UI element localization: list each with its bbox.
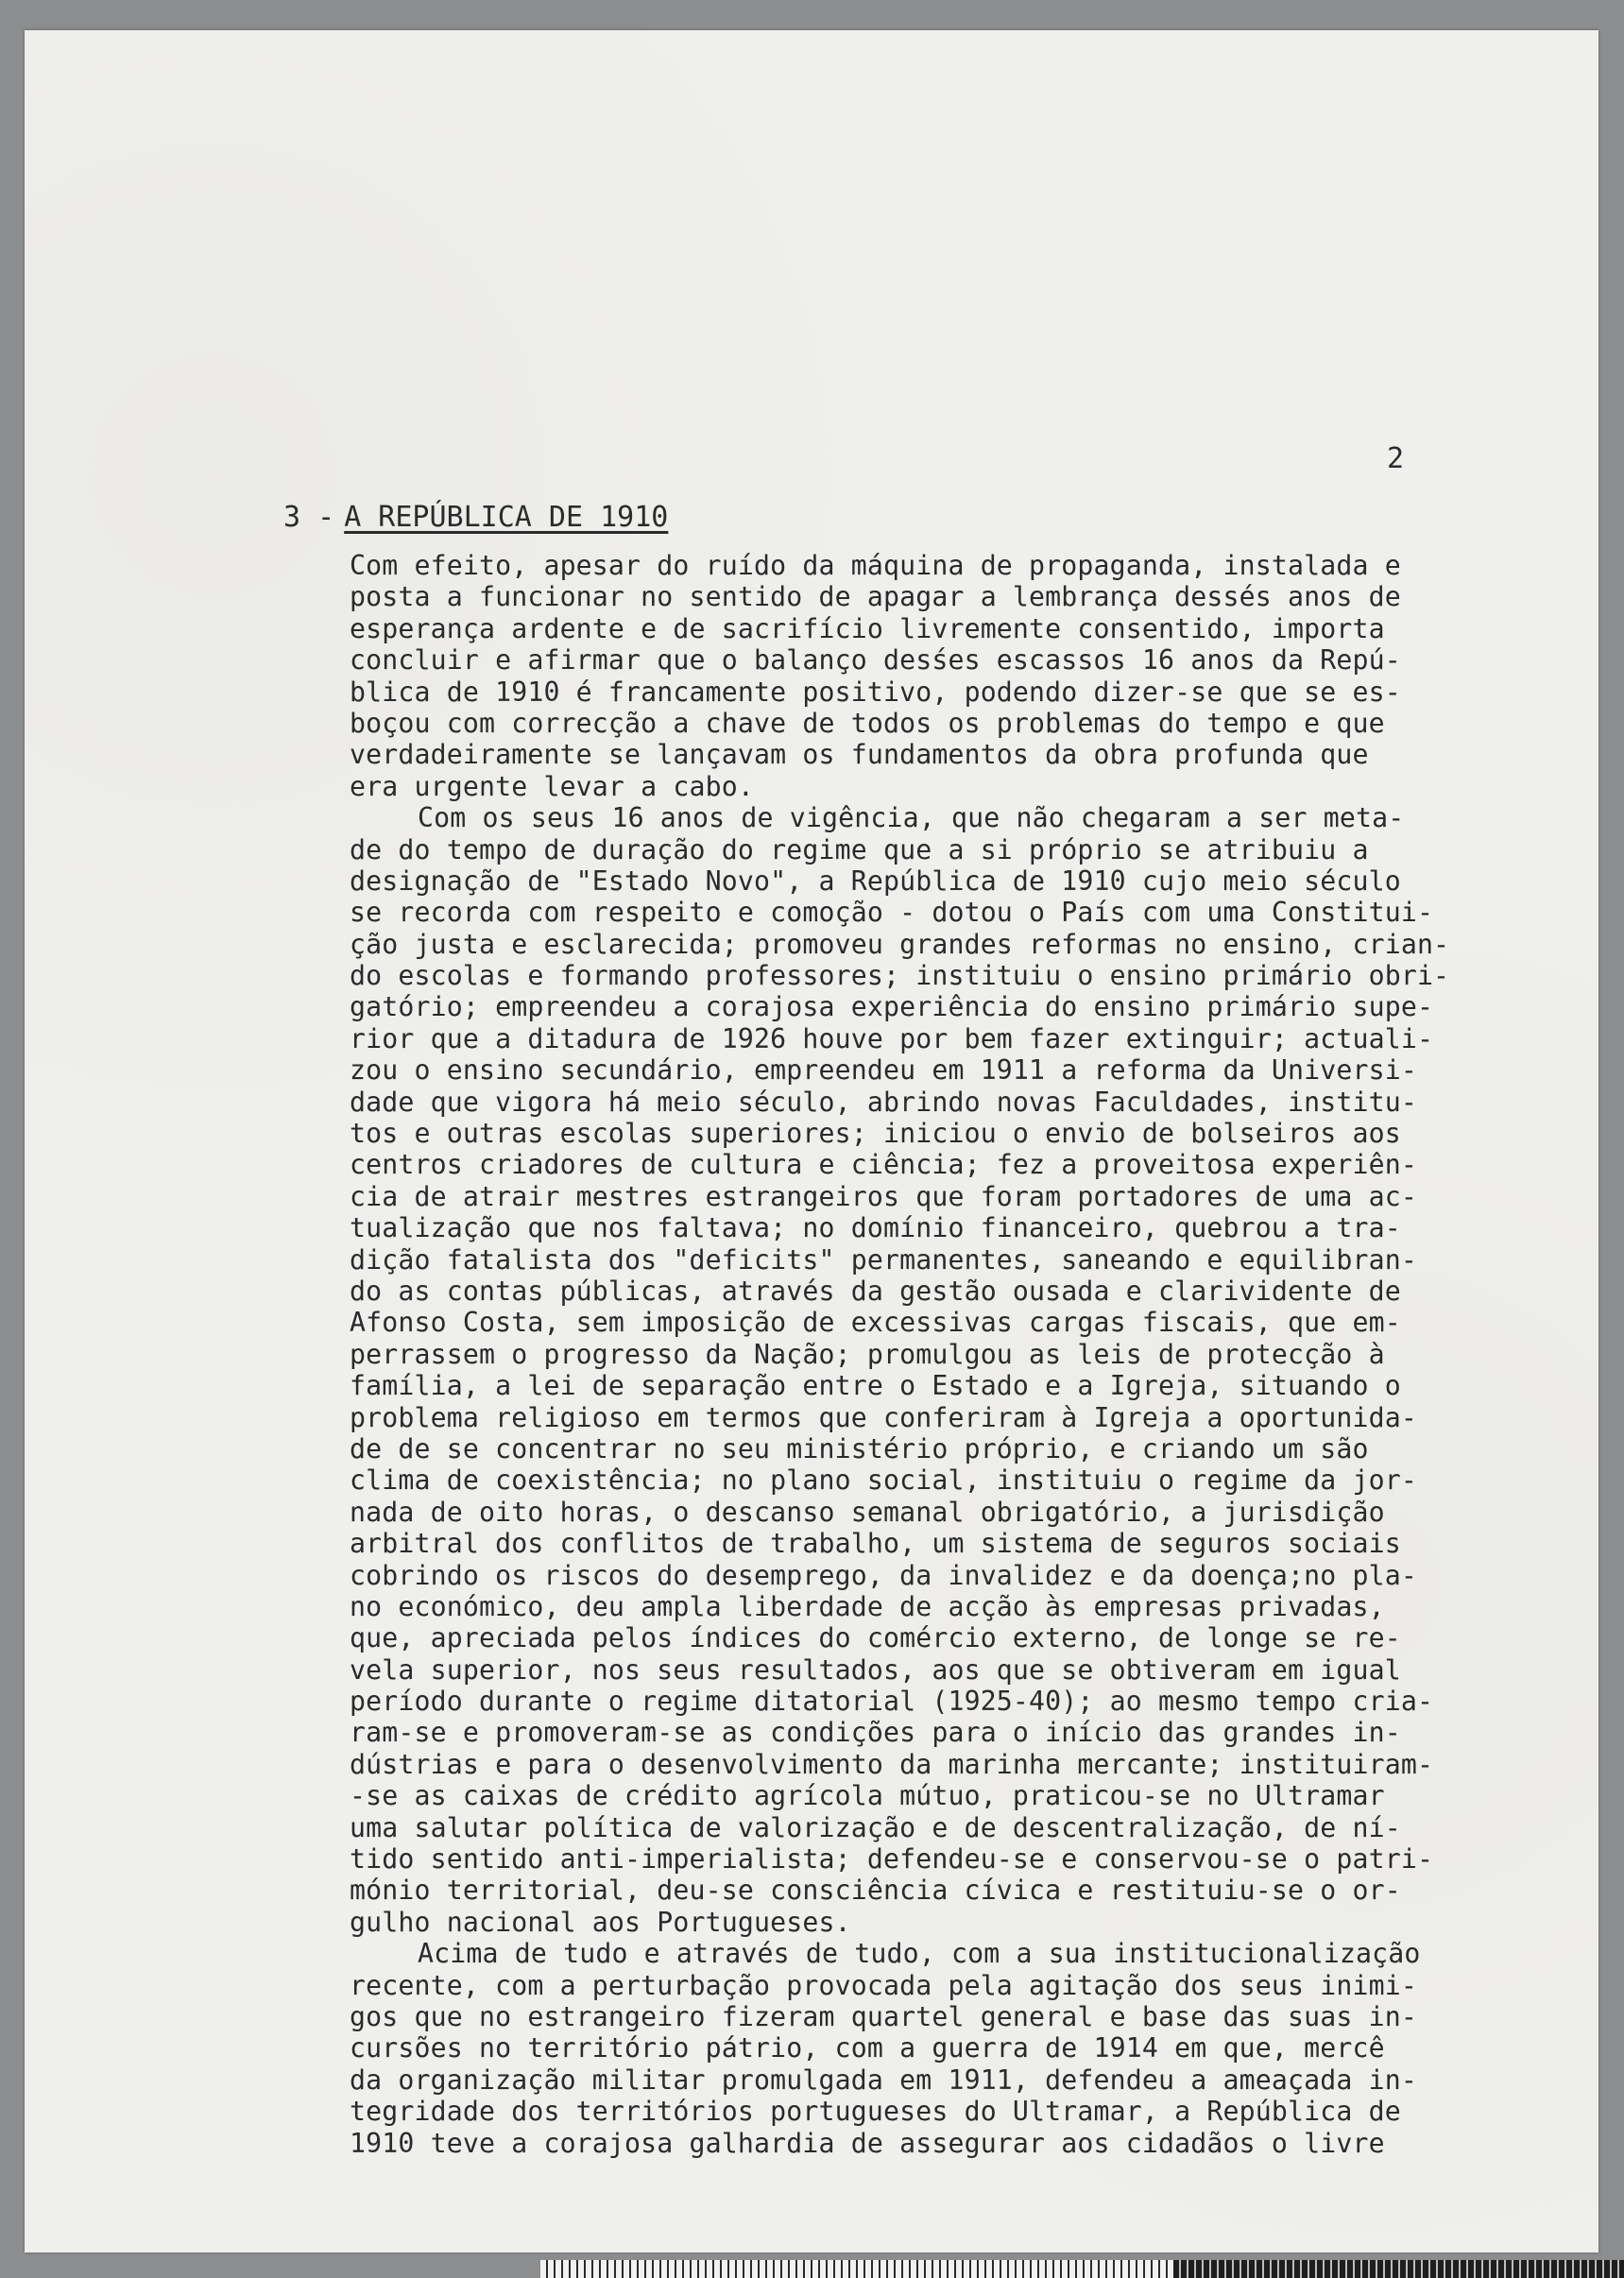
text-line: arbitral dos conflitos de trabalho, um sistema de seguros sociais [350,1528,1401,1560]
section-number: 3 - [283,501,335,534]
text-line: do as contas públicas, através da gestão ousada e clarividente de [350,1275,1401,1307]
text-line: nada de oito horas, o descanso semanal obrigatório, a jurisdição [350,1496,1385,1528]
body-text [350,550,1464,2159]
text-line: gos que no estrangeiro fizeram quartel general e base das suas in- [350,2000,1417,2032]
scale-ruler [540,2260,1624,2278]
text-line: mónio territorial, deu-se consciência cívica e restituiu-se o or- [350,1875,1401,1907]
text-line: dição fatalista dos "deficits" permanentes, saneando e equilibran- [350,1243,1417,1276]
text-line: vela superior, nos seus resultados, aos que se obtiveram em igual [350,1653,1401,1686]
text-line: rior que a ditadura de 1926 houve por bem fazer extinguir; actuali- [350,1022,1434,1054]
text-line: blica de 1910 é francamente positivo, podendo dizer-se que se es- [350,676,1401,708]
text-line: tegridade dos territórios portugueses do Ultramar, a República de [350,2096,1401,2128]
section-title: A REPÚBLICA DE 1910 [344,501,669,534]
section-heading [283,501,668,534]
page-number: 2 [1387,442,1405,475]
text-line: Com efeito, apesar do ruído da máquina de propaganda, instalada e [350,550,1401,581]
text-line: centros criadores de cultura e ciência; fez a proveitosa experiên- [350,1149,1417,1181]
text-line: perrassem o progresso da Nação; promulgou as leis de protecção à [350,1338,1385,1370]
text-line: Acima de tudo e através de tudo, com a sua institucionalização [418,1938,1421,1970]
text-line: se recorda com respeito e comoção - dotou o País com uma Constitui- [350,897,1434,929]
text-line: cobrindo os riscos do desemprego, da invalidez e da doença;no pla- [350,1559,1417,1591]
text-line: do escolas e formando professores; instituiu o ensino primário obri- [350,960,1450,992]
text-line: família, a lei de separação entre o Estado e a Igreja, situando o [350,1370,1401,1402]
text-line: tos e outras escolas superiores; iniciou o envio de bolseiros aos [350,1118,1401,1150]
text-line: uma salutar política de valorização e de descentralização, de ní- [350,1811,1401,1843]
text-line: de do tempo de duração do regime que a si próprio se atribuiu a [350,833,1369,865]
text-line: posta a funcionar no sentido de apagar a lembrança dessés anos de [350,581,1401,613]
text-line: era urgente levar a cabo. [350,770,755,802]
text-line: zou o ensino secundário, empreendeu em 1911 a reforma da Universi- [350,1054,1417,1087]
text-line: período durante o regime ditatorial (1925-40); ao mesmo tempo cria- [350,1686,1434,1718]
text-line: -se as caixas de crédito agrícola mútuo, praticou-se no Ultramar [350,1780,1385,1812]
text-line: ção justa e esclarecida; promoveu grandes reformas no ensino, crian- [350,928,1450,960]
text-line: de de se concentrar no seu ministério próprio, e criando um são [350,1432,1369,1464]
text-line: 1910 teve a corajosa galhardia de assegurar aos cidadãos o livre [350,2127,1385,2159]
text-line: no económico, deu ampla liberdade de acção às empresas privadas, [350,1590,1385,1622]
text-line: gatório; empreendeu a corajosa experiência do ensino primário supe- [350,991,1434,1023]
text-line: recente, com a perturbação provocada pela agitação dos seus inimi- [350,1969,1417,2001]
text-line: designação de "Estado Novo", a República de 1910 cujo meio século [350,865,1401,897]
text-line: cursões no território pátrio, com a guerra de 1914 em que, mercê [350,2032,1385,2064]
text-line: Com os seus 16 anos de vigência, que não chegaram a ser meta- [418,802,1405,834]
text-line: ram-se e promoveram-se as condições para o início das grandes in- [350,1717,1401,1749]
text-line: boçou com correcção a chave de todos os problemas do tempo e que [350,707,1385,739]
text-line: tido sentido anti-imperialista; defendeu-se e conservou-se o patri- [350,1843,1434,1875]
text-line: cia de atrair mestres estrangeiros que foram portadores de uma ac- [350,1180,1417,1212]
text-line: gulho nacional aos Portugueses. [350,1906,851,1938]
text-line: Afonso Costa, sem imposição de excessivas cargas fiscais, que em- [350,1307,1401,1339]
text-line: da organização militar promulgada em 1911, defendeu a ameaçada in- [350,2064,1417,2096]
text-line: dústrias e para o desenvolvimento da marinha mercante; instituiram- [350,1748,1434,1780]
text-line: esperança ardente e de sacrifício livremente consentido, importa [350,612,1385,644]
text-line: tualização que nos faltava; no domínio financeiro, quebrou a tra- [350,1212,1401,1244]
text-line: clima de coexistência; no plano social, instituiu o regime da jor- [350,1464,1417,1497]
text-line: dade que vigora há meio século, abrindo novas Faculdades, institu- [350,1086,1417,1118]
text-line: que, apreciada pelos índices do comércio externo, de longe se re- [350,1622,1401,1654]
text-line: problema religioso em termos que conferiram à Igreja a oportunida- [350,1401,1417,1433]
text-line: concluir e afirmar que o balanço desśes escassos 16 anos da Repú- [350,644,1401,677]
text-line: verdadeiramente se lançavam os fundamentos da obra profunda que [350,739,1369,771]
